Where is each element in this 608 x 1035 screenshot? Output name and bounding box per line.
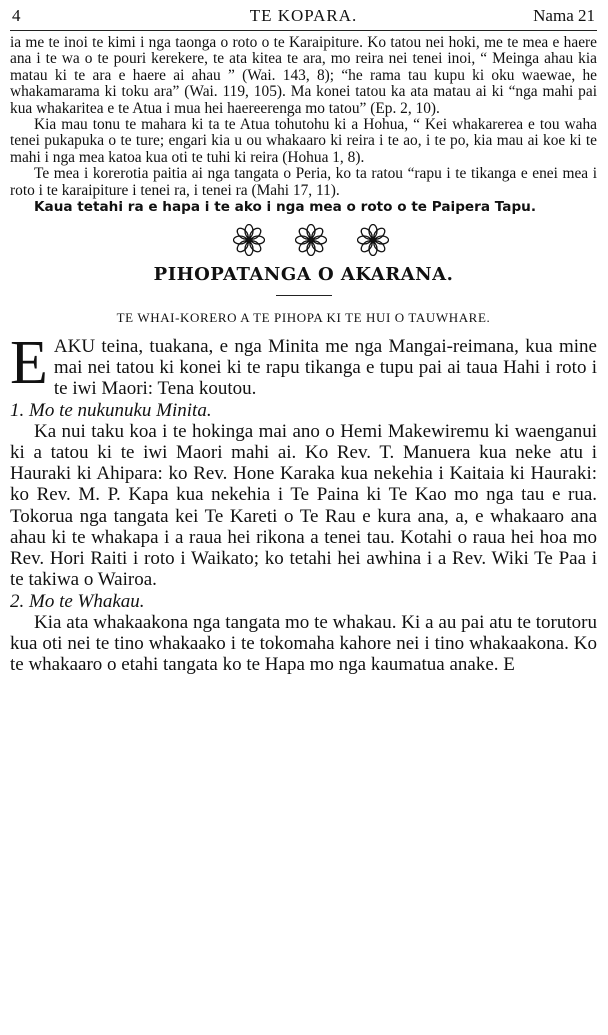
drop-cap: E bbox=[10, 329, 48, 398]
bishop-address-section bbox=[10, 329, 597, 676]
flower-ornament-row bbox=[24, 224, 597, 258]
paragraph: ia me te inoi te kimi i nga taonga o roto o te Karaipiture. Ko tatou nei hoki, me te mea e haere ana i te wa o te pouri kerekere, te ata kitea te ara, mo reira nei tenei inoi, “ Meinga ahau kia matau ki te ara e haere ai ahau ” (Wai. 143, 8); “he rama tau kupu ki oku waewae, he whakamarama ki toku ara” (Wai. 119, 105). Ma konei tatou ka ata matau ai ki “nga mahi pai kua whakaritea e te Atua i mua hei haereerenga mo tatou” (Ep. 2, 10). bbox=[10, 34, 597, 117]
subheading-confirmation: 2. Mo te Whakau. bbox=[10, 590, 145, 612]
intro-paragraph bbox=[10, 329, 597, 400]
section-subtitle: TE WHAI-KORERO A TE PIHOPA KI TE HUI O TAUWHARE. bbox=[116, 310, 491, 326]
paragraph: Kia mau tonu te mahara ki ta te Atua tohutohu ki a Hohua, “ Kei whakarerea e tou waha tenei pukapuka o te ture; engari kia u ou whakaaro ki reira i te ao, i te po, kia mau ai koe ki te mahi i nga mea katoa kua oti te tuhi ki reira (Hohua 1, 8). bbox=[10, 116, 597, 166]
flower-ornament-icon bbox=[357, 224, 389, 256]
page-number: 4 bbox=[12, 6, 21, 25]
scripture-study-section bbox=[10, 35, 597, 216]
flower-ornament-icon bbox=[295, 224, 327, 256]
periodical-title: TE KOPARA. bbox=[249, 6, 358, 25]
paragraph: Ka nui taku koa i te hokinga mai ano o Hemi Makewiremu ki waenganui ki a tatou ki te iwi Maori mahi ai. Ko Rev. T. Manuera kua neke atu i Hauraki ki Ahipara: ko Rev. Hone Karaka kua nekehia i Kaitaia ki Hauraki: ko Rev. M. P. Kapa kua nekehia i Te Paina ki Te Kao mo nga tau e rua. Tokorua nga tangata kei Te Kareti o Te Rau e kura ana, a, e whakaaro ana ahau ki te whakapa i a raua hei rikona a tenei tau. Kotahi o raua hei hoa mo Rev. Hori Raiti i roto i Waikato; ko tetahi hei awhina i a Rev. Wiki Te Paa i te takiwa o Wairoa. bbox=[10, 420, 597, 591]
section-title: PIHOPATANGA O AKARANA. bbox=[153, 264, 454, 286]
issue-number: Nama 21 bbox=[533, 6, 595, 25]
closing-exhortation: Kaua tetahi ra e hapa i te ako i nga mea o roto o te Paipera Tapu. bbox=[34, 199, 537, 216]
subheading-ministers: 1. Mo te nukunuku Minita. bbox=[10, 399, 212, 421]
paragraph: Te mea i korerotia paitia ai nga tangata o Peria, ko ta ratou “rapu i te tikanga e enei mea i roto i te karaipiture i tenei ra, i tenei ra (Mahi 17, 11). bbox=[10, 165, 597, 199]
intro-text: AKU teina, tuakana, e nga Minita me nga Mangai-reimana, kua mine mai nei tatou ki konei ki te rapu tikanga e tupu pai ai taua Hahi i roto i te iwi Maori: Tena koutou. bbox=[53, 336, 597, 400]
flower-ornament-icon bbox=[233, 224, 265, 256]
running-header bbox=[10, 0, 597, 31]
paragraph: Kia ata whakaakona nga tangata mo te whakau. Ki a au pai atu te torutoru kua oti nei te tino whakaako i te tokomaha kahore nei i tino whakaakona. Ko te whakaaro o etahi tangata ko te Hapa mo nga kaumatua anake. E bbox=[10, 611, 597, 676]
title-rule bbox=[276, 295, 332, 296]
